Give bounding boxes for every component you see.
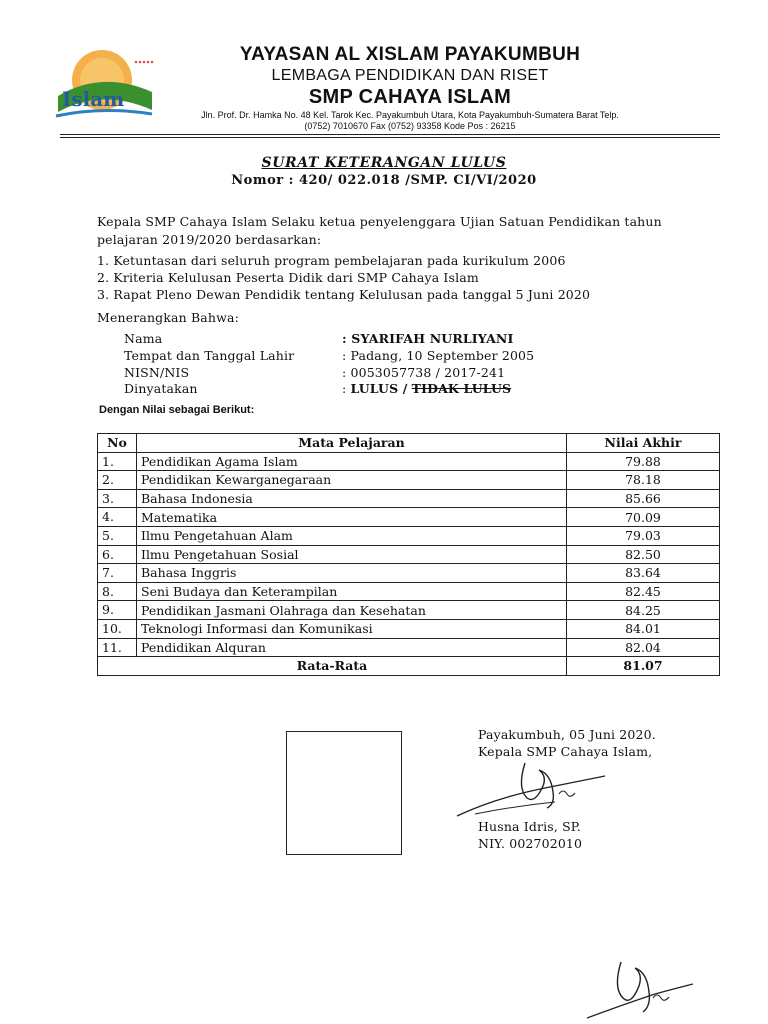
birth-value: : Padang, 10 September 2005 xyxy=(342,348,535,363)
nisn-label: NISN/NIS xyxy=(124,365,190,380)
row-no: 10. xyxy=(98,619,137,638)
row-subject: Pendidikan Alquran xyxy=(137,638,567,657)
table-header-row xyxy=(98,434,720,453)
row-score: 79.03 xyxy=(567,526,720,545)
signatory-name: Husna Idris, SP. xyxy=(478,819,581,834)
header-score: Nilai Akhir xyxy=(567,434,720,453)
intro-line-2: pelajaran 2019/2020 berdasarkan: xyxy=(97,232,322,247)
declares-heading: Menerangkan Bahwa: xyxy=(97,310,239,325)
table-row xyxy=(98,471,720,490)
grades-table xyxy=(97,433,720,676)
row-no: 8. xyxy=(98,582,137,601)
row-no: 4. xyxy=(98,508,137,527)
row-subject: Ilmu Pengetahuan Sosial xyxy=(137,545,567,564)
row-no: 5. xyxy=(98,526,137,545)
status-fail-struck: TIDAK LULUS xyxy=(411,381,512,396)
birth-label: Tempat dan Tanggal Lahir xyxy=(124,348,295,363)
table-row xyxy=(98,508,720,527)
row-subject: Ilmu Pengetahuan Alam xyxy=(137,526,567,545)
row-subject: Bahasa Indonesia xyxy=(137,489,567,508)
row-subject: Seni Budaya dan Keterampilan xyxy=(137,582,567,601)
document-title: SURAT KETERANGAN LULUS xyxy=(261,155,507,171)
basis-item-3: 3. Rapat Pleno Dewan Pendidik tentang Kelulusan pada tanggal 5 Juni 2020 xyxy=(97,287,591,302)
row-no: 7. xyxy=(98,564,137,583)
table-row xyxy=(98,564,720,583)
row-subject: Teknologi Informasi dan Komunikasi xyxy=(137,619,567,638)
address-line-2: (0752) 7010670 Fax (0752) 93358 Kode Pos : 26215 xyxy=(304,121,516,131)
basis-item-1: 1. Ketuntasan dari seluruh program pembelajaran pada kurikulum 2006 xyxy=(97,253,566,268)
institute-name: LEMBAGA PENDIDIKAN DAN RISET xyxy=(271,67,549,84)
signature-role: Kepala SMP Cahaya Islam, xyxy=(478,744,653,759)
row-score: 85.66 xyxy=(567,489,720,508)
status-prefix: : xyxy=(342,381,351,396)
average-row xyxy=(98,657,720,676)
average-value: 81.07 xyxy=(567,657,720,676)
row-score: 70.09 xyxy=(567,508,720,527)
photo-box xyxy=(286,731,402,855)
logo-text: Islam xyxy=(62,87,125,111)
table-row xyxy=(98,452,720,471)
row-no: 3. xyxy=(98,489,137,508)
grades-subheading: Dengan Nilai sebagai Berikut: xyxy=(99,404,255,416)
school-name: SMP CAHAYA ISLAM xyxy=(308,86,512,108)
row-score: 79.88 xyxy=(567,452,720,471)
row-subject: Pendidikan Jasmani Olahraga dan Kesehatan xyxy=(137,601,567,620)
name-label: Nama xyxy=(124,331,163,346)
row-no: 9. xyxy=(98,601,137,620)
document-number: Nomor : 420/ 022.018 /SMP. CI/VI/2020 xyxy=(231,173,537,188)
row-subject: Matematika xyxy=(137,508,567,527)
table-row xyxy=(98,526,720,545)
row-score: 84.25 xyxy=(567,601,720,620)
table-row xyxy=(98,638,720,657)
name-value: : SYARIFAH NURLIYANI xyxy=(342,331,514,346)
basis-item-2: 2. Kriteria Kelulusan Peserta Didik dari SMP Cahaya Islam xyxy=(97,270,479,285)
row-score: 82.50 xyxy=(567,545,720,564)
row-no: 1. xyxy=(98,452,137,471)
letterhead-rule-thick xyxy=(60,134,720,135)
school-logo xyxy=(52,48,157,133)
table-row xyxy=(98,582,720,601)
table-row xyxy=(98,619,720,638)
row-score: 82.04 xyxy=(567,638,720,657)
intro-line-1: Kepala SMP Cahaya Islam Selaku ketua penyelenggara Ujian Satuan Pendidikan tahun xyxy=(97,214,662,229)
row-score: 82.45 xyxy=(567,582,720,601)
nisn-value: : 0053057738 / 2017-241 xyxy=(342,365,506,380)
row-subject: Bahasa Inggris xyxy=(137,564,567,583)
status-label: Dinyatakan xyxy=(124,381,198,396)
header-subject: Mata Pelajaran xyxy=(137,434,567,453)
row-score: 83.64 xyxy=(567,564,720,583)
row-no: 11. xyxy=(98,638,137,657)
signatory-niy: NIY. 002702010 xyxy=(478,836,583,851)
status-value xyxy=(342,381,511,396)
row-subject: Pendidikan Agama Islam xyxy=(137,452,567,471)
signature-place-date: Payakumbuh, 05 Juni 2020. xyxy=(478,727,656,742)
foundation-name: YAYASAN AL XISLAM PAYAKUMBUH xyxy=(239,44,581,65)
row-score: 78.18 xyxy=(567,471,720,490)
average-label: Rata-Rata xyxy=(98,657,567,676)
row-subject: Pendidikan Kewarganegaraan xyxy=(137,471,567,490)
handwritten-signature xyxy=(455,758,615,828)
table-row xyxy=(98,601,720,620)
row-no: 6. xyxy=(98,545,137,564)
table-row xyxy=(98,489,720,508)
status-pass: LULUS / xyxy=(350,381,408,396)
letterhead-rule-thin xyxy=(60,137,720,138)
table-row xyxy=(98,545,720,564)
row-no: 2. xyxy=(98,471,137,490)
header-no: No xyxy=(98,434,137,453)
row-score: 84.01 xyxy=(567,619,720,638)
address-line-1: Jln. Prof. Dr. Hamka No. 48 Kel. Tarok Kec. Payakumbuh Utara, Kota Payakumbuh-Sumatera Barat Telp. xyxy=(201,110,619,120)
handwritten-signature-2 xyxy=(585,958,695,1024)
